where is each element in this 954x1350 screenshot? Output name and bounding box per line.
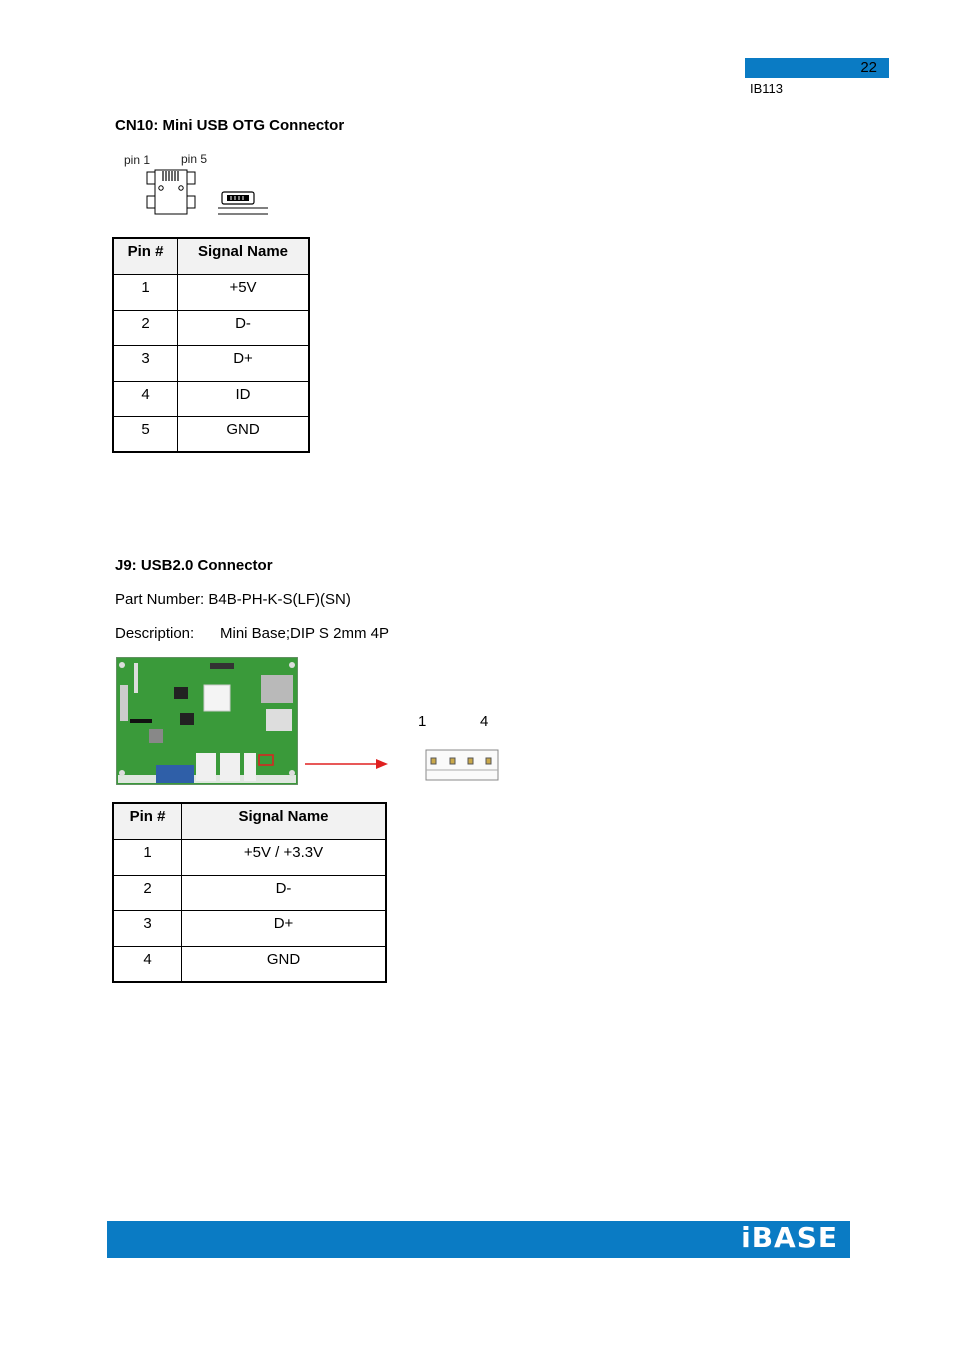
page-number: 22 <box>860 59 877 76</box>
signal-cell: D+ <box>182 910 387 946</box>
pin-cell: 4 <box>113 946 182 982</box>
table-row <box>113 875 386 910</box>
j9-pin1-label: 1 <box>418 713 427 730</box>
pin-cell: 2 <box>113 875 182 910</box>
pin-cell: 5 <box>113 416 178 452</box>
j9-pin-table <box>112 802 387 983</box>
pin-cell: 2 <box>113 310 178 345</box>
mini-usb-connector-diagram <box>140 166 275 221</box>
footer-bar <box>107 1221 850 1258</box>
signal-cell: GND <box>182 946 387 982</box>
column-header-signal: Signal Name <box>178 238 310 274</box>
column-header-signal: Signal Name <box>182 803 387 839</box>
page-number-bar <box>745 58 889 78</box>
column-header-pin: Pin # <box>113 803 182 839</box>
j9-pin4-label: 4 <box>480 713 489 730</box>
pin-cell: 1 <box>113 274 178 310</box>
j9-title: J9: USB2.0 Connector <box>115 557 273 574</box>
table-row <box>113 910 386 946</box>
pin-cell: 3 <box>113 345 178 381</box>
signal-cell: D- <box>178 310 310 345</box>
table-row <box>113 381 309 416</box>
j9-description-value: Mini Base;DIP S 2mm 4P <box>220 625 389 642</box>
cn10-title: CN10: Mini USB OTG Connector <box>115 117 345 134</box>
board-photo <box>116 657 298 785</box>
cn10-pin1-label: pin 1 <box>124 153 151 167</box>
ibase-logo: iBASE <box>741 1221 838 1254</box>
pin-cell: 1 <box>113 839 182 875</box>
pin-cell: 4 <box>113 381 178 416</box>
cn10-pin-table <box>112 237 310 453</box>
table-row <box>113 274 309 310</box>
signal-cell: +5V <box>178 274 310 310</box>
signal-cell: +5V / +3.3V <box>182 839 387 875</box>
table-row <box>113 345 309 381</box>
j9-connector-diagram <box>424 746 502 784</box>
table-row <box>113 839 386 875</box>
table-row <box>113 310 309 345</box>
signal-cell: D+ <box>178 345 310 381</box>
signal-cell: GND <box>178 416 310 452</box>
signal-cell: ID <box>178 381 310 416</box>
j9-description-label: Description: <box>115 625 195 642</box>
cn10-pin5-label: pin 5 <box>181 152 208 166</box>
pin-cell: 3 <box>113 910 182 946</box>
table-row <box>113 416 309 452</box>
table-row <box>113 946 386 982</box>
red-arrow-icon <box>304 756 390 772</box>
column-header-pin: Pin # <box>113 238 178 274</box>
signal-cell: D- <box>182 875 387 910</box>
document-id: IB113 <box>750 81 784 96</box>
j9-part-number: Part Number: B4B-PH-K-S(LF)(SN) <box>115 591 351 608</box>
